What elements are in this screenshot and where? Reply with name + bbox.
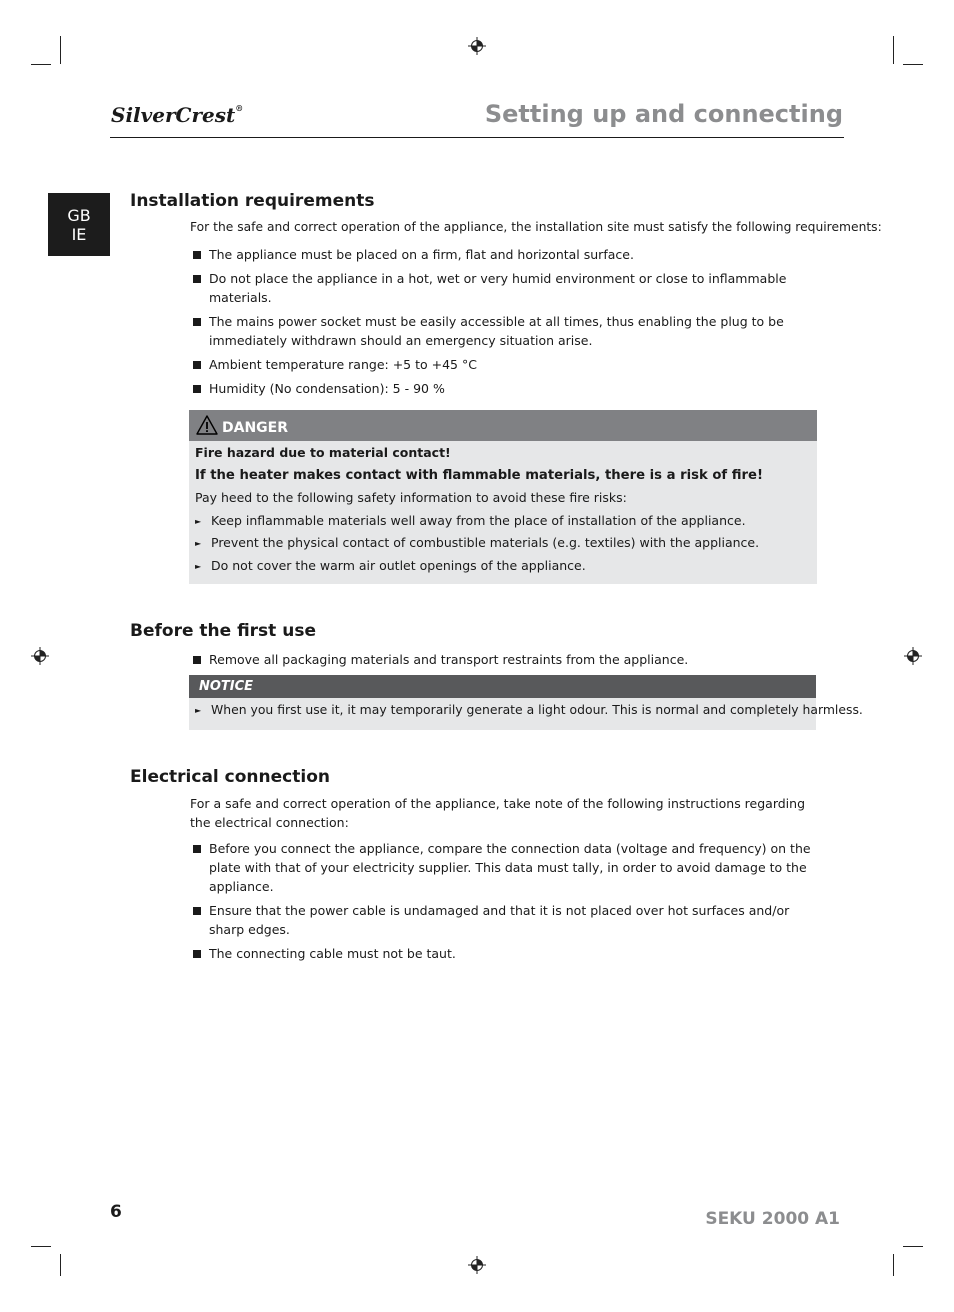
list-item: ► Prevent the physical contact of combustible materials (e.g. textiles) with the appliance.: [195, 533, 759, 553]
brand-logo: [111, 103, 243, 127]
warning-triangle-icon: [196, 415, 218, 435]
installation-intro: For the safe and correct operation of the appliance, the installation site must satisfy the following requirements:: [190, 220, 882, 234]
notice-label: NOTICE: [199, 679, 254, 694]
square-bullet-icon: [193, 907, 201, 915]
crop-mark: [893, 1254, 894, 1276]
list-item: The connecting cable must not be taut.: [190, 944, 820, 963]
square-bullet-icon: [193, 318, 201, 326]
arrow-bullet-icon: ►: [195, 517, 202, 526]
danger-title: Fire hazard due to material contact!: [195, 445, 451, 460]
list-item: The mains power socket must be easily accessible at all times, thus enabling the plug to be immediately withdrawn should an emergency situation arise.: [190, 312, 820, 350]
notice-box: [189, 675, 863, 730]
first-use-heading: Before the first use: [130, 621, 316, 641]
list-item: ► Keep inflammable materials well away from the place of installation of the appliance.: [195, 511, 746, 531]
square-bullet-icon: [193, 656, 201, 664]
electrical-heading: Electrical connection: [130, 767, 330, 787]
list-item: Ambient temperature range: +5 to +45 °C: [190, 355, 820, 374]
list-item: Do not place the appliance in a hot, wet or very humid environment or close to inflammable materials.: [190, 269, 820, 307]
language-tab: [48, 193, 110, 256]
crop-mark: [60, 1254, 61, 1276]
list-item: Remove all packaging materials and transport restraints from the appliance.: [190, 650, 820, 669]
list-item: ► When you first use it, it may temporarily generate a light odour. This is normal and completely harmless.: [195, 700, 863, 720]
crop-mark: [31, 64, 51, 65]
registration-mark-icon: [468, 37, 486, 55]
header-divider: [110, 137, 844, 138]
square-bullet-icon: [193, 950, 201, 958]
installation-heading: Installation requirements: [130, 191, 375, 211]
first-use-list: [190, 650, 820, 674]
crop-mark: [903, 64, 923, 65]
list-item: Humidity (No condensation): 5 - 90 %: [190, 379, 820, 398]
danger-warning: If the heater makes contact with flammable materials, there is a risk of fire!: [195, 468, 763, 483]
page-title: Setting up and connecting: [484, 100, 843, 128]
registered-mark: ®: [235, 103, 244, 113]
square-bullet-icon: [193, 251, 201, 259]
list-item: Ensure that the power cable is undamaged and that it is not placed over hot surfaces and/or sharp edges.: [190, 901, 820, 939]
crop-mark: [31, 1246, 51, 1247]
page-number: 6: [110, 1202, 122, 1222]
square-bullet-icon: [193, 845, 201, 853]
electrical-list: [190, 839, 820, 968]
installation-list: [190, 245, 820, 403]
model-number: SEKU 2000 A1: [705, 1209, 840, 1229]
danger-box: [189, 410, 817, 584]
danger-instructions: Pay heed to the following safety information to avoid these fire risks:: [195, 490, 627, 505]
crop-mark: [893, 36, 894, 64]
registration-mark-icon: [468, 1256, 486, 1274]
arrow-bullet-icon: ►: [195, 706, 202, 715]
arrow-bullet-icon: ►: [195, 562, 202, 571]
crop-mark: [60, 36, 61, 64]
danger-label: DANGER: [222, 420, 289, 436]
arrow-bullet-icon: ►: [195, 539, 202, 548]
registration-mark-icon: [31, 647, 49, 665]
brand-name: SilverCrest: [111, 103, 236, 127]
square-bullet-icon: [193, 361, 201, 369]
crop-mark: [903, 1246, 923, 1247]
language-code-ie: IE: [71, 225, 87, 244]
list-item: The appliance must be placed on a firm, flat and horizontal surface.: [190, 245, 820, 264]
square-bullet-icon: [193, 275, 201, 283]
notice-header: [189, 675, 816, 698]
electrical-intro: For a safe and correct operation of the appliance, take note of the following instructions regarding the electrical connection:: [190, 796, 806, 830]
danger-header: [189, 410, 817, 441]
registration-mark-icon: [904, 647, 922, 665]
square-bullet-icon: [193, 385, 201, 393]
language-code-gb: GB: [67, 206, 91, 225]
list-item: Before you connect the appliance, compare the connection data (voltage and frequency) on the plate with that of your electricity supplier. This data must tally, in order to avoid damage to the appliance.: [190, 839, 820, 896]
list-item: ► Do not cover the warm air outlet openings of the appliance.: [195, 556, 586, 576]
